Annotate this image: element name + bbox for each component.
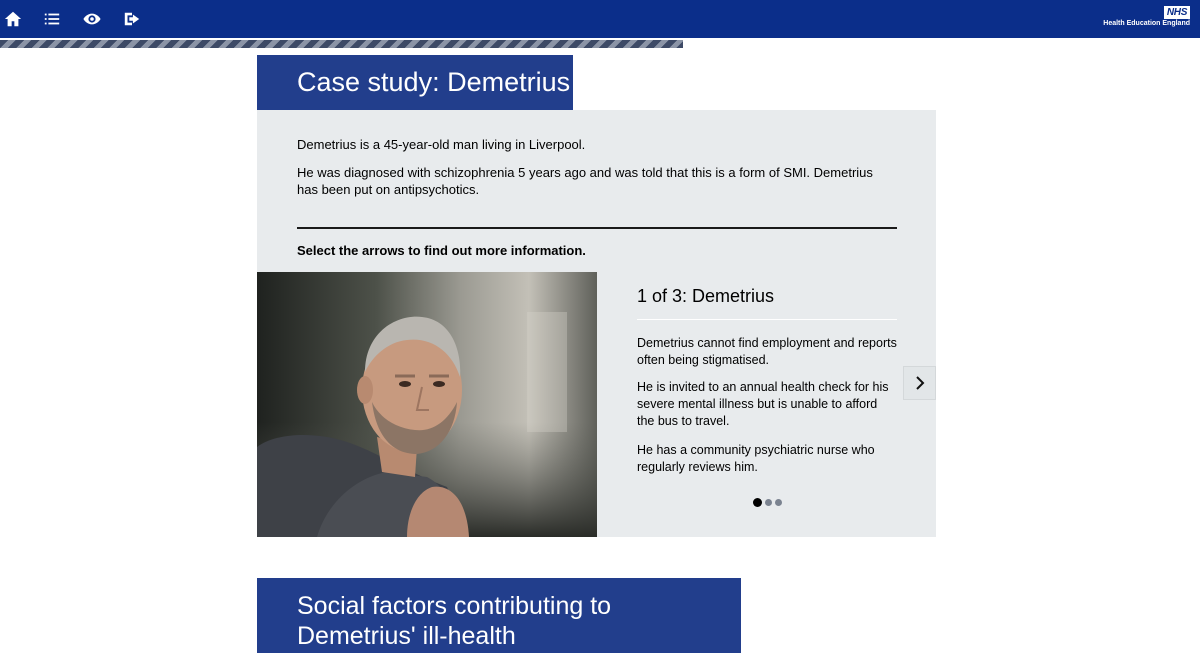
- demetrius-photo: [257, 272, 597, 537]
- section-header: [257, 578, 741, 653]
- exit-icon: [123, 10, 141, 28]
- home-button[interactable]: [2, 8, 24, 30]
- slide-divider: [637, 319, 897, 320]
- organisation-name: Health Education England: [1103, 20, 1190, 27]
- nhs-logo: [1103, 6, 1190, 32]
- page-title: Case study: Demetrius: [297, 67, 571, 97]
- detail-text: He was diagnosed with schizophrenia 5 years ago and was told that this is a form of SMI. Demetrius has been put on antipsychotics.: [297, 165, 873, 197]
- slide-paragraph: Demetrius cannot find employment and reports often being stigmatised.: [637, 336, 897, 367]
- eye-icon: [83, 10, 101, 28]
- progress-bar: [0, 40, 683, 48]
- home-icon: [4, 10, 22, 28]
- nhs-mark: NHS: [1164, 6, 1190, 19]
- case-study-panel: [257, 110, 936, 537]
- slide-paragraph: He has a community psychiatric nurse who regularly reviews him.: [637, 443, 875, 474]
- view-button[interactable]: [81, 8, 103, 30]
- case-study-header: [257, 55, 573, 110]
- section-title: Social factors contributing to Demetrius' ill-health: [297, 592, 612, 650]
- top-nav-bar: [0, 0, 1200, 38]
- list-icon: [43, 10, 61, 28]
- divider: [297, 227, 897, 229]
- chevron-right-icon: [914, 375, 926, 391]
- slide-paragraph: He is invited to an annual health check for his severe mental illness but is unable to afford the bus to travel.: [637, 380, 889, 428]
- pagination-dot-2[interactable]: [765, 499, 772, 506]
- slide-title: 1 of 3: Demetrius: [637, 286, 775, 306]
- instruction-text: Select the arrows to find out more information.: [297, 243, 586, 258]
- pagination-dot-1[interactable]: [753, 498, 762, 507]
- menu-button[interactable]: [41, 8, 63, 30]
- next-slide-button[interactable]: [903, 366, 936, 400]
- intro-text: Demetrius is a 45-year-old man living in Liverpool.: [297, 137, 586, 152]
- pagination-dot-3[interactable]: [775, 499, 782, 506]
- exit-button[interactable]: [121, 8, 143, 30]
- carousel-pagination: [753, 498, 782, 507]
